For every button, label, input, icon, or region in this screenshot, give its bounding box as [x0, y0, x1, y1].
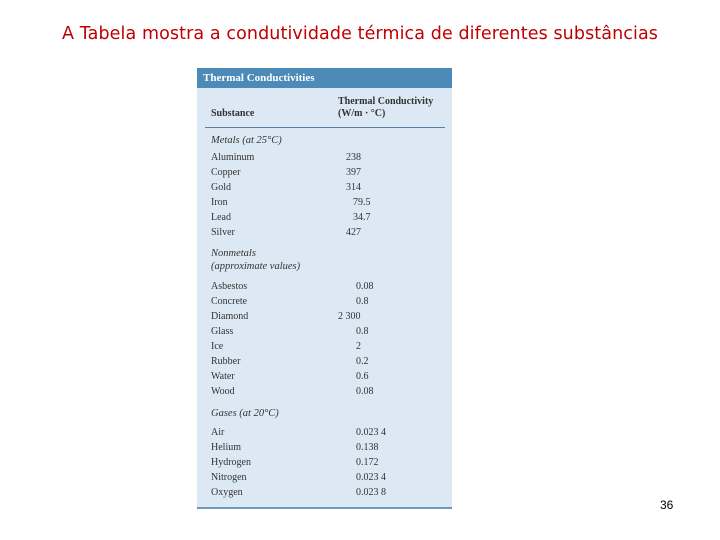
- slide-title: A Tabela mostra a condutividade térmica de diferentes substâncias: [62, 24, 658, 44]
- table-row: [197, 425, 452, 440]
- conductivity-value: 0.023 4: [356, 472, 386, 483]
- conductivity-value: 0.08: [356, 386, 374, 397]
- table-title: Thermal Conductivities: [197, 68, 452, 88]
- substance-name: Iron: [211, 197, 228, 208]
- substance-name: Copper: [211, 167, 241, 178]
- table-row: [197, 470, 452, 485]
- page-number: 36: [660, 498, 674, 512]
- table-row: [197, 279, 452, 294]
- column-header-conductivity-unit: (W/m · °C): [338, 108, 386, 119]
- substance-name: Wood: [211, 386, 235, 397]
- substance-name: Air: [211, 427, 225, 438]
- table-row: [197, 294, 452, 309]
- header-divider: [205, 127, 445, 128]
- conductivity-value: 0.6: [356, 371, 369, 382]
- table-row: [197, 165, 452, 180]
- substance-name: Aluminum: [211, 152, 255, 163]
- table-row: [197, 440, 452, 455]
- conductivity-value: 427: [346, 227, 361, 238]
- section-heading-nonmetals: Nonmetals: [211, 248, 256, 259]
- conductivity-value: 79.5: [353, 197, 371, 208]
- table-bottom-rule: [197, 507, 452, 509]
- table-row: [197, 485, 452, 500]
- table-row: [197, 195, 452, 210]
- substance-name: Silver: [211, 227, 235, 238]
- conductivity-value: 238: [346, 152, 361, 163]
- conductivity-value: 0.8: [356, 326, 369, 337]
- section-heading-metals: Metals (at 25°C): [211, 135, 282, 146]
- conductivity-value: 0.023 4: [356, 427, 386, 438]
- substance-name: Hydrogen: [211, 457, 251, 468]
- substance-name: Lead: [211, 212, 231, 223]
- thermal-conductivity-table: [197, 68, 452, 509]
- conductivity-value: 0.08: [356, 281, 374, 292]
- column-header-substance: Substance: [211, 108, 255, 119]
- table-row: [197, 324, 452, 339]
- column-header-conductivity-line1: Thermal Conductivity: [338, 96, 434, 107]
- conductivity-value: 34.7: [353, 212, 371, 223]
- table-row: [197, 309, 452, 324]
- table-row: [197, 384, 452, 399]
- conductivity-value: 2 300: [338, 311, 361, 322]
- substance-name: Oxygen: [211, 487, 243, 498]
- table-row: [197, 455, 452, 470]
- table-row: [197, 339, 452, 354]
- conductivity-value: 314: [346, 182, 361, 193]
- table-row: [197, 150, 452, 165]
- substance-name: Diamond: [211, 311, 249, 322]
- conductivity-value: 0.138: [356, 442, 379, 453]
- table-row: [197, 210, 452, 225]
- conductivity-value: 0.2: [356, 356, 369, 367]
- substance-name: Rubber: [211, 356, 241, 367]
- substance-name: Helium: [211, 442, 241, 453]
- section-heading-nonmetals-note: (approximate values): [211, 261, 301, 272]
- conductivity-value: 0.8: [356, 296, 369, 307]
- substance-name: Water: [211, 371, 235, 382]
- table-row: [197, 369, 452, 384]
- substance-name: Glass: [211, 326, 234, 337]
- column-headers: [197, 94, 452, 126]
- conductivity-value: 0.023 8: [356, 487, 386, 498]
- conductivity-value: 0.172: [356, 457, 379, 468]
- column-header-conductivity: [338, 96, 433, 120]
- substance-name: Gold: [211, 182, 231, 193]
- substance-name: Asbestos: [211, 281, 248, 292]
- table-row: [197, 225, 452, 240]
- substance-name: Nitrogen: [211, 472, 247, 483]
- substance-name: Concrete: [211, 296, 248, 307]
- substance-name: Ice: [211, 341, 224, 352]
- table-row: [197, 354, 452, 369]
- table-row: [197, 180, 452, 195]
- conductivity-value: 2: [356, 341, 361, 352]
- section-heading-gases: Gases (at 20°C): [211, 408, 279, 419]
- conductivity-value: 397: [346, 167, 361, 178]
